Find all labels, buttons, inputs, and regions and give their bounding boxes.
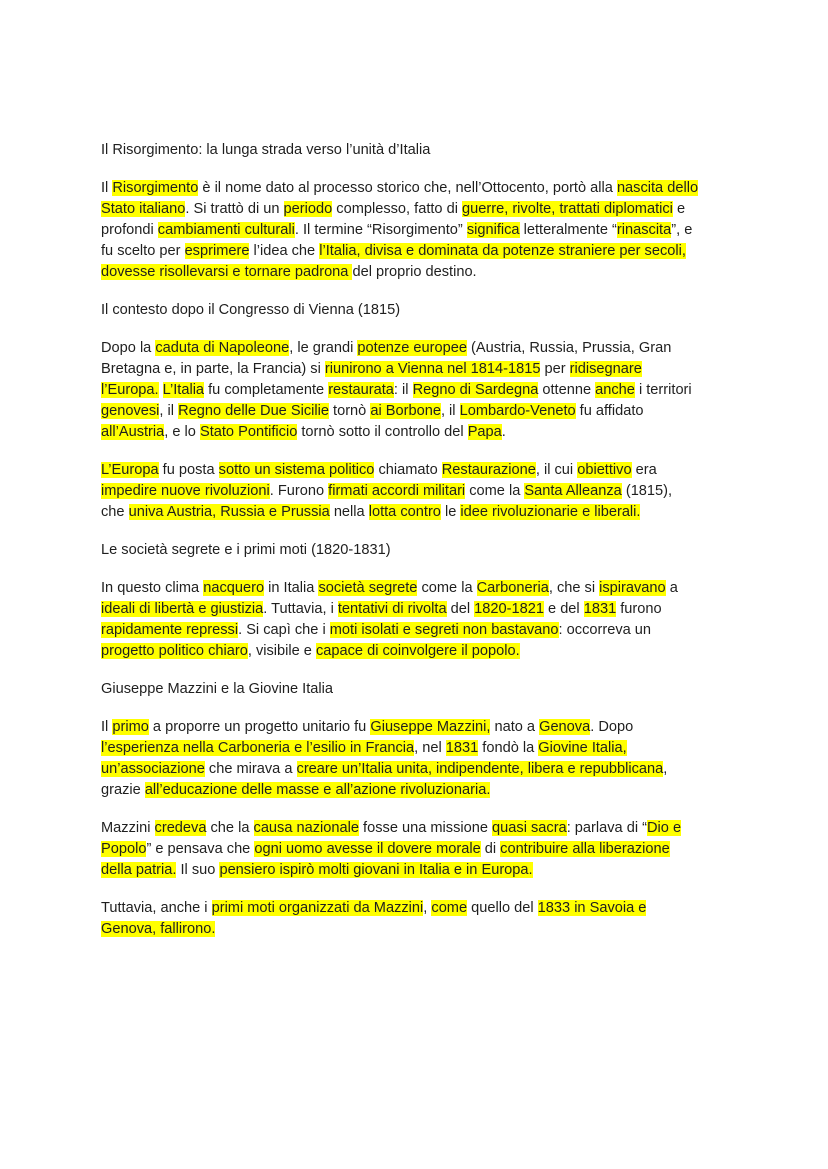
highlighted-text: sotto un sistema politico [218,462,375,478]
text-span: Tuttavia, anche i [101,900,212,916]
text-span: nato a [490,719,540,735]
highlighted-text: nacquero [203,580,265,596]
highlighted-text: moti isolati e segreti non bastavano [329,622,559,638]
highlighted-text: 1833 in Savoia e [537,900,647,916]
text-span: è il nome dato al processo storico che, nell’Ottocento, portò alla [198,180,617,196]
text-span: fondò la [478,740,539,756]
highlighted-text: della patria. [101,862,177,878]
highlighted-text: Regno delle Due Sicilie [178,403,329,419]
text-span: a proporre un progetto unitario fu [148,719,371,735]
highlighted-text: l’esperienza nella Carboneria e l’esilio in Francia [101,740,415,756]
text-span: i territori [634,382,692,398]
text-line [101,460,741,481]
highlighted-text: all’Austria [101,424,165,440]
highlighted-text: idee rivoluzionarie e liberali. [460,504,641,520]
highlighted-text: l’Italia, divisa e dominata da potenze straniere per secoli, [319,243,686,259]
text-line [101,300,741,321]
text-span: : il [393,382,413,398]
text-line [101,738,741,759]
text-line [101,679,741,700]
text-span: . Si trattò di un [185,201,284,217]
text-span: fu completamente [204,382,329,398]
highlighted-text: Lombardo-Veneto [459,403,576,419]
text-span: , nel [414,740,446,756]
text-line [101,359,741,380]
paragraph [101,818,741,881]
text-span: . Il termine “Risorgimento” [294,222,467,238]
highlighted-text: Genova [539,719,591,735]
text-span: ottenne [538,382,596,398]
paragraph [101,460,741,523]
highlighted-text: 1831 [583,601,617,617]
highlighted-text: esprimere [184,243,250,259]
highlighted-text: Risorgimento [112,180,199,196]
text-span: ”, e [671,222,693,238]
highlighted-text: restaurata [328,382,394,398]
text-line [101,140,741,161]
text-span: in Italia [264,580,319,596]
highlighted-text: contribuire alla liberazione [500,841,670,857]
text-span: Le società segrete e i primi moti (1820-1831) [101,542,391,558]
text-span: , le grandi [289,340,358,356]
highlighted-text: all’educazione delle masse e all’azione rivoluzionaria. [144,782,491,798]
text-line [101,717,741,738]
text-line [101,839,741,860]
document-page [101,140,741,957]
text-span: . Furono [269,483,329,499]
highlighted-text: Giovine Italia, [538,740,627,756]
paragraph [101,578,741,662]
text-span: . Si capì che i [238,622,330,638]
text-span: (Austria, Russia, Prussia, Gran [466,340,672,356]
text-line [101,898,741,919]
highlighted-text: Stato italiano [101,201,186,217]
text-span: che [101,504,129,520]
text-span: fosse una missione [359,820,493,836]
highlighted-text: ispiravano [599,580,666,596]
text-span: , che si [548,580,600,596]
text-span: . Dopo [590,719,634,735]
text-line [101,481,741,502]
highlighted-text: Genova, fallirono. [101,921,216,937]
text-line [101,759,741,780]
paragraph [101,898,741,940]
text-span: letteralmente “ [519,222,617,238]
highlighted-text: anche [595,382,635,398]
text-span: In questo clima [101,580,204,596]
text-span: : occorreva un [558,622,652,638]
text-span: Il contesto dopo il Congresso di Vienna (1815) [101,302,401,318]
text-span: . Tuttavia, i [263,601,338,617]
text-line [101,780,741,801]
text-span: , [423,900,432,916]
highlighted-text: dovesse risollevarsi e tornare padrona [101,264,353,280]
highlighted-text: impedire nuove rivoluzioni [101,483,270,499]
text-span: grazie [101,782,145,798]
highlighted-text: cambiamenti culturali [157,222,295,238]
text-span: nella [329,504,369,520]
text-line [101,620,741,641]
text-line [101,818,741,839]
text-span: l’idea che [249,243,320,259]
highlighted-text: rapidamente repressi [101,622,239,638]
text-span: come la [417,580,477,596]
text-span: , il cui [535,462,578,478]
highlighted-text: potenze europee [357,340,467,356]
highlighted-text: Giuseppe Mazzini, [370,719,491,735]
paragraph [101,178,741,283]
text-line [101,599,741,620]
text-span: per [540,361,570,377]
section-heading [101,540,741,561]
highlighted-text: L’Italia [162,382,205,398]
highlighted-text: ideali di libertà e giustizia [101,601,264,617]
highlighted-text: nascita dello [616,180,699,196]
highlighted-text: Regno di Sardegna [412,382,539,398]
highlighted-text: credeva [154,820,207,836]
text-span: , [663,761,668,777]
highlighted-text: Santa Alleanza [524,483,622,499]
text-span: era [631,462,657,478]
text-span: che la [206,820,254,836]
section-heading [101,300,741,321]
text-span: come la [465,483,525,499]
text-span: tornò sotto il controllo del [297,424,468,440]
highlighted-text: Dio e [647,820,682,836]
text-span: a [665,580,678,596]
text-span: , il [159,403,179,419]
text-line [101,380,741,401]
text-line [101,422,741,443]
highlighted-text: Papa [467,424,502,440]
highlighted-text: Restaurazione [441,462,536,478]
highlighted-text: rinascita [616,222,672,238]
highlighted-text: causa nazionale [253,820,359,836]
highlighted-text: ai Borbone [370,403,441,419]
text-span: fu posta [158,462,219,478]
highlighted-text: progetto politico chiaro [101,643,248,659]
text-line [101,860,741,881]
highlighted-text: riunirono a Vienna nel 1814-1815 [324,361,541,377]
highlighted-text: capace di coinvolgere il popolo. [315,643,520,659]
text-line [101,199,741,220]
text-span: : parlava di “ [566,820,647,836]
text-line [101,540,741,561]
text-span: ” e pensava che [146,841,255,857]
highlighted-text: pensiero ispirò molti giovani in Italia e in Europa. [219,862,533,878]
highlighted-text: univa Austria, Russia e Prussia [128,504,330,520]
text-span: Il Risorgimento: la lunga strada verso l’unità d’Italia [101,142,431,158]
text-span: fu scelto per [101,243,185,259]
text-span: , il [440,403,460,419]
highlighted-text: come [431,900,468,916]
section-heading [101,140,741,161]
highlighted-text: genovesi [101,403,160,419]
text-line [101,502,741,523]
section-heading [101,679,741,700]
text-line [101,919,741,940]
text-line [101,338,741,359]
text-span: e del [543,601,584,617]
text-span: Il [101,719,113,735]
text-span: (1815), [621,483,673,499]
text-span: che mirava a [204,761,297,777]
text-line [101,241,741,262]
text-span: Giuseppe Mazzini e la Giovine Italia [101,681,333,697]
text-span: . [501,424,506,440]
text-line [101,641,741,662]
highlighted-text: L’Europa [101,462,159,478]
text-span: Dopo la [101,340,156,356]
highlighted-text: primi moti organizzati da Mazzini [211,900,424,916]
highlighted-text: lotta contro [368,504,441,520]
highlighted-text: ogni uomo avesse il dovere morale [254,841,481,857]
text-span: , visibile e [247,643,316,659]
highlighted-text: significa [466,222,520,238]
text-span: furono [616,601,662,617]
text-span: Bretagna e, in parte, la Francia) si [101,361,325,377]
text-span: e [672,201,686,217]
text-span: di [480,841,501,857]
highlighted-text: Carboneria [476,580,549,596]
text-span: quello del [467,900,538,916]
highlighted-text: ridisegnare [569,361,642,377]
paragraph [101,717,741,801]
highlighted-text: creare un’Italia unita, indipendente, libera e repubblicana [296,761,664,777]
highlighted-text: Stato Pontificio [199,424,298,440]
text-line [101,220,741,241]
highlighted-text: società segrete [318,580,418,596]
text-span: fu affidato [575,403,644,419]
highlighted-text: firmati accordi militari [328,483,466,499]
text-span: tornò [328,403,371,419]
paragraph [101,338,741,443]
text-span: Mazzini [101,820,155,836]
highlighted-text: guerre, rivolte, trattati diplomatici [462,201,673,217]
highlighted-text: obiettivo [577,462,632,478]
text-line [101,178,741,199]
text-line [101,578,741,599]
text-span: profondi [101,222,158,238]
highlighted-text: periodo [283,201,333,217]
highlighted-text: 1820-1821 [474,601,544,617]
text-span: Il suo [176,862,220,878]
highlighted-text: caduta di Napoleone [155,340,290,356]
text-span: del proprio destino. [352,264,477,280]
highlighted-text: Popolo [101,841,147,857]
highlighted-text: 1831 [445,740,479,756]
highlighted-text: tentativi di rivolta [337,601,447,617]
highlighted-text: quasi sacra [492,820,567,836]
text-span: , e lo [164,424,200,440]
text-span: complesso, fatto di [332,201,463,217]
text-span: del [446,601,475,617]
text-line [101,401,741,422]
highlighted-text: primo [112,719,149,735]
text-span: chiamato [374,462,442,478]
highlighted-text: l’Europa. [101,382,159,398]
text-span: Il [101,180,113,196]
highlighted-text: un’associazione [101,761,205,777]
text-span: le [440,504,461,520]
text-line [101,262,741,283]
